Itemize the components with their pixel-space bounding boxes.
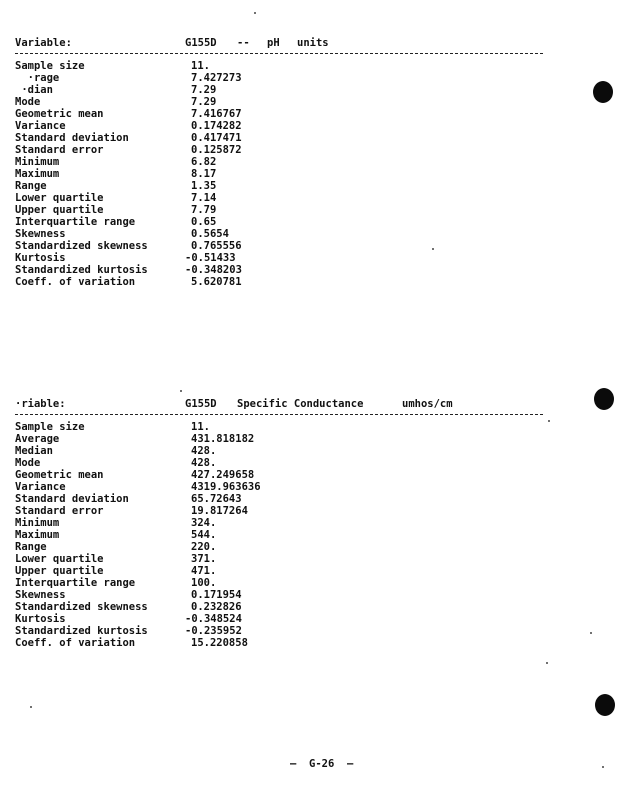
stat-value: -0.348203 — [185, 264, 242, 276]
stat-row — [15, 96, 555, 108]
stat-value: 7.427273 — [191, 72, 242, 84]
scan-speck — [546, 662, 548, 664]
stat-value: 0.417471 — [191, 132, 242, 144]
stat-name: Mode — [15, 96, 41, 108]
stat-row — [15, 541, 555, 553]
stat-name: Lower quartile — [15, 192, 104, 204]
binder-hole-middle — [594, 388, 614, 410]
stat-row — [15, 192, 555, 204]
stat-row — [15, 108, 555, 120]
stat-value: 324. — [191, 517, 217, 529]
stat-row — [15, 637, 555, 649]
stat-name: Standardized kurtosis — [15, 264, 148, 276]
stat-value: -0.51433 — [185, 252, 236, 264]
scan-speck — [180, 390, 182, 392]
stat-row — [15, 505, 555, 517]
stat-row — [15, 204, 555, 216]
scan-speck — [30, 706, 32, 708]
stat-value: 7.29 — [191, 96, 217, 108]
stat-name: ·rage — [15, 72, 60, 84]
stat-row — [15, 457, 555, 469]
stats-list — [15, 60, 555, 288]
header-separator: -- — [237, 37, 250, 49]
stat-name: Lower quartile — [15, 553, 104, 565]
stat-value: 0.232826 — [191, 601, 242, 613]
stat-name: Sample size — [15, 421, 85, 433]
binder-hole-bottom — [595, 694, 615, 716]
header-divider — [15, 53, 543, 54]
stat-row — [15, 481, 555, 493]
stat-value: 544. — [191, 529, 217, 541]
stat-name: Upper quartile — [15, 565, 104, 577]
stat-value: 0.765556 — [191, 240, 242, 252]
stat-row — [15, 529, 555, 541]
stat-value: 5.620781 — [191, 276, 242, 288]
stat-row — [15, 421, 555, 433]
variable-units: umhos/cm — [402, 398, 453, 410]
stat-value: 0.174282 — [191, 120, 242, 132]
stat-row — [15, 84, 555, 96]
variable-code: G155D — [185, 398, 217, 410]
scan-speck — [254, 12, 256, 14]
stat-name: Sample size — [15, 60, 85, 72]
stat-value: 19.817264 — [191, 505, 248, 517]
stat-name: Kurtosis — [15, 613, 66, 625]
stat-row — [15, 72, 555, 84]
stat-name: Standard error — [15, 144, 104, 156]
page-number: G-26 — [309, 758, 335, 770]
stat-row — [15, 240, 555, 252]
variable-units: units — [297, 37, 329, 49]
stat-row — [15, 493, 555, 505]
stat-name: Kurtosis — [15, 252, 66, 264]
stat-name: Mode — [15, 457, 41, 469]
stat-name: Interquartile range — [15, 216, 136, 228]
stat-row — [15, 433, 555, 445]
variable-measure: pH — [267, 37, 280, 49]
stat-name: Standardized skewness — [15, 240, 148, 252]
stat-value: -0.235952 — [185, 625, 242, 637]
stat-row — [15, 132, 555, 144]
stat-name: Geometric mean — [15, 469, 104, 481]
scan-speck — [602, 766, 604, 768]
stat-value: 8.17 — [191, 168, 217, 180]
page-footer — [0, 746, 618, 782]
stat-value: 6.82 — [191, 156, 217, 168]
stat-row — [15, 601, 555, 613]
stat-value: 7.79 — [191, 204, 217, 216]
stat-name: Geometric mean — [15, 108, 104, 120]
stat-row — [15, 445, 555, 457]
stat-value: 11. — [191, 421, 210, 433]
stat-row — [15, 228, 555, 240]
stat-name: Range — [15, 541, 47, 553]
variable-header — [15, 37, 555, 51]
stat-name: Maximum — [15, 168, 60, 180]
stat-value: 428. — [191, 445, 217, 457]
stat-name: Average — [15, 433, 60, 445]
binder-hole-top — [593, 81, 613, 103]
scan-speck — [548, 420, 550, 422]
scan-speck — [590, 632, 592, 634]
stat-value: 371. — [191, 553, 217, 565]
stat-name: Variance — [15, 481, 66, 493]
stat-name: Range — [15, 180, 47, 192]
stat-value: 0.65 — [191, 216, 217, 228]
stat-row — [15, 565, 555, 577]
stat-row — [15, 613, 555, 625]
stat-value: 471. — [191, 565, 217, 577]
stat-value: 7.14 — [191, 192, 217, 204]
stats-block-conductance — [15, 398, 555, 649]
stat-name: Median — [15, 445, 53, 457]
stat-name: Variance — [15, 120, 66, 132]
stat-name: ·dian — [15, 84, 53, 96]
stat-row — [15, 144, 555, 156]
stat-value: 0.5654 — [191, 228, 229, 240]
stat-name: Coeff. of variation — [15, 637, 136, 649]
scan-speck — [432, 248, 434, 250]
stat-value: 15.220858 — [191, 637, 248, 649]
stat-value: 0.171954 — [191, 589, 242, 601]
stat-name: Standardized skewness — [15, 601, 148, 613]
stat-value: 427.249658 — [191, 469, 255, 481]
stat-name: Standard deviation — [15, 493, 129, 505]
stat-name: Coeff. of variation — [15, 276, 136, 288]
stat-value: 7.29 — [191, 84, 217, 96]
variable-label: ·riable: — [15, 398, 66, 410]
stat-name: Standard deviation — [15, 132, 129, 144]
stat-value: 11. — [191, 60, 210, 72]
variable-header — [15, 398, 555, 412]
stat-name: Minimum — [15, 156, 60, 168]
stat-row — [15, 252, 555, 264]
stat-value: 4319.963636 — [191, 481, 261, 493]
variable-measure: Specific Conductance — [237, 398, 364, 410]
stat-row — [15, 577, 555, 589]
stat-row — [15, 589, 555, 601]
stat-value: 7.416767 — [191, 108, 242, 120]
stat-row — [15, 625, 555, 637]
stat-name: Maximum — [15, 529, 60, 541]
stat-row — [15, 120, 555, 132]
footer-dash-right: — — [334, 758, 354, 770]
variable-code: G155D — [185, 37, 217, 49]
stat-value: 0.125872 — [191, 144, 242, 156]
stat-row — [15, 264, 555, 276]
stat-name: Minimum — [15, 517, 60, 529]
variable-label: Variable: — [15, 37, 72, 49]
stat-row — [15, 60, 555, 72]
stats-block-ph — [15, 37, 555, 288]
stat-row — [15, 156, 555, 168]
stat-row — [15, 469, 555, 481]
stat-name: Interquartile range — [15, 577, 136, 589]
stat-value: 1.35 — [191, 180, 217, 192]
stat-value: 431.818182 — [191, 433, 255, 445]
stat-value: 65.72643 — [191, 493, 242, 505]
stat-value: -0.348524 — [185, 613, 242, 625]
stat-row — [15, 276, 555, 288]
stat-value: 100. — [191, 577, 217, 589]
stat-row — [15, 180, 555, 192]
stat-value: 220. — [191, 541, 217, 553]
stat-name: Standard error — [15, 505, 104, 517]
footer-dash-left: — — [290, 758, 309, 770]
stat-row — [15, 216, 555, 228]
stat-row — [15, 168, 555, 180]
stats-list — [15, 421, 555, 649]
stat-value: 428. — [191, 457, 217, 469]
stat-name: Upper quartile — [15, 204, 104, 216]
header-divider — [15, 414, 543, 415]
stat-row — [15, 517, 555, 529]
stat-name: Standardized kurtosis — [15, 625, 148, 637]
stat-name: Skewness — [15, 589, 66, 601]
stat-row — [15, 553, 555, 565]
stat-name: Skewness — [15, 228, 66, 240]
